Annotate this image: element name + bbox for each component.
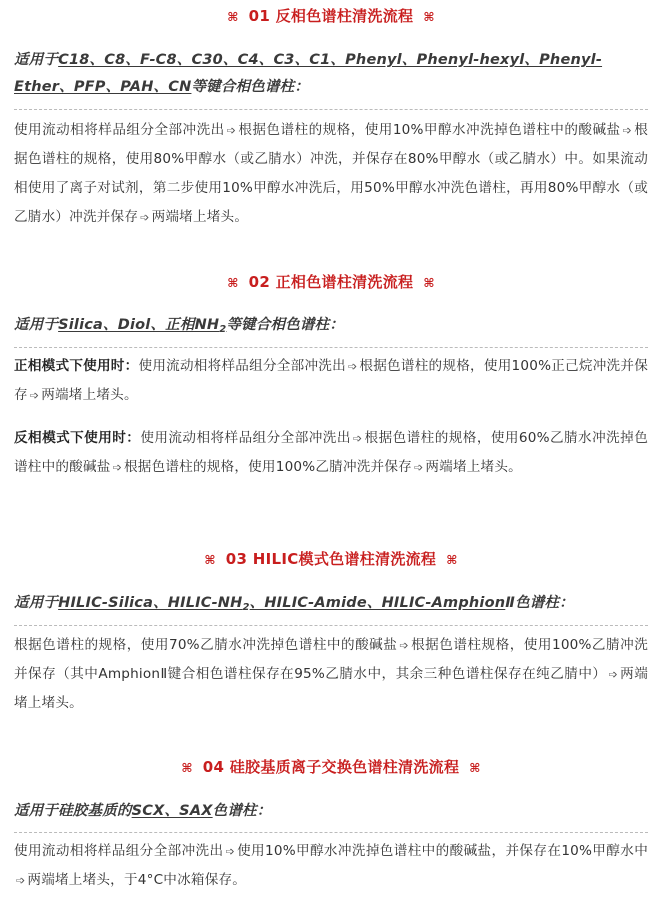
- divider: [14, 109, 648, 110]
- applies-suffix: 色谱柱：: [212, 803, 272, 819]
- section-title: [14, 6, 648, 26]
- applies-items: C18、C8、F-C8、C30、C4、C3、C1、Phenyl、Phenyl-hexyl、Phenyl-Ether、PFP、PAH、CN: [14, 52, 603, 95]
- section-title: [14, 757, 648, 777]
- step-text: 两端堵上堵头，于4°C中冰箱保存。: [27, 872, 247, 888]
- step-text: 两端堵上堵头。: [14, 666, 648, 711]
- applies-prefix: 适用于: [14, 317, 59, 333]
- divider: [14, 625, 648, 626]
- section-03-body: [14, 631, 648, 718]
- arrow-icon: ➩: [413, 461, 424, 474]
- arrow-icon: ➩: [352, 432, 363, 445]
- roman-numeral: Ⅱ: [505, 595, 516, 611]
- section-01: [14, 6, 648, 26]
- command-icon: ⌘: [227, 276, 239, 290]
- section-title: [14, 272, 648, 292]
- command-icon: ⌘: [181, 761, 193, 775]
- section-04: [14, 757, 648, 777]
- subscript: 2: [219, 324, 227, 335]
- applies-prefix: 适用于: [14, 595, 59, 611]
- step-text: 使用流动相将样品组分全部冲洗出: [140, 430, 351, 446]
- applies-items-text: 、HILIC-Amide、HILIC-Amphion: [249, 595, 506, 611]
- applies-prefix: 适用于: [14, 52, 59, 68]
- command-icon: ⌘: [227, 10, 239, 24]
- step-text: 根据色谱柱的规格，使用80%甲醇水（或乙腈水）冲洗，并保存在80%甲醇水（或乙腈水）中。如果流动相使用了离子对试剂，第二步使用10%甲醇水冲洗后，用50%甲醇水冲洗色谱柱，再用80%甲醇水（或乙腈水）冲洗并保存: [14, 122, 648, 225]
- arrow-icon: ➩: [112, 461, 122, 474]
- section-03: [14, 549, 648, 569]
- arrow-icon: ➩: [608, 668, 618, 681]
- step-text: 使用10%甲醇水冲洗掉色谱柱中的酸碱盐，并保存在10%甲醇水中: [236, 843, 648, 859]
- mode-label: 正相模式下使用时：: [14, 358, 139, 374]
- step-text: 根据色谱柱规格，使用100%乙腈冲洗并保存（其中AmphionⅡ键合相色谱柱保存在95%乙腈水中，其余三种色谱柱保存在纯乙腈中）: [14, 637, 648, 682]
- applies-to-02: [14, 312, 648, 339]
- step-text: 根据色谱柱的规格，使用100%正己烷冲洗并保存: [14, 358, 648, 403]
- step-text: 使用流动相将样品组分全部冲洗出: [14, 843, 224, 859]
- arrow-icon: ➩: [140, 211, 150, 224]
- applies-prefix: 适用于硅胶基质的: [14, 803, 132, 819]
- applies-suffix: 等键合相色谱柱：: [226, 317, 345, 333]
- command-icon: ⌘: [204, 553, 216, 567]
- divider: [14, 832, 648, 833]
- step-text: 根据色谱柱的规格，使用70%乙腈水冲洗掉色谱柱中的酸碱盐: [14, 637, 398, 653]
- step-text: 两端堵上堵头。: [425, 459, 522, 475]
- applies-items: SCX、SAX: [131, 803, 213, 819]
- command-icon: ⌘: [423, 276, 435, 290]
- applies-items: [58, 595, 505, 611]
- section-02: [14, 272, 648, 292]
- applies-items-text: Silica、Diol、正相NH: [58, 317, 220, 333]
- command-icon: ⌘: [446, 553, 458, 567]
- command-icon: ⌘: [423, 10, 435, 24]
- step-text: 根据色谱柱的规格，使用100%乙腈冲洗并保存: [123, 459, 412, 475]
- step-text: 使用流动相将样品组分全部冲洗出: [14, 122, 225, 138]
- applies-suffix: 等键合相色谱柱：: [191, 79, 310, 95]
- section-title-text: 04 硅胶基质离子交换色谱柱清洗流程: [202, 758, 460, 776]
- arrow-icon: ➩: [226, 124, 237, 137]
- step-text: 使用流动相将样品组分全部冲洗出: [138, 358, 346, 374]
- applies-to-03: [14, 590, 648, 617]
- arrow-icon: ➩: [399, 639, 409, 652]
- reverse-mode-body: [14, 424, 648, 482]
- mode-label: 反相模式下使用时：: [14, 430, 141, 446]
- applies-suffix: 色谱柱：: [515, 595, 574, 611]
- arrow-icon: ➩: [29, 389, 40, 402]
- section-01-body: [14, 116, 648, 232]
- step-text: 根据色谱柱的规格，使用60%乙腈水冲洗掉色谱柱中的酸碱盐: [14, 430, 648, 475]
- normal-mode-body: [14, 352, 648, 410]
- section-title-text: 03 HILIC模式色谱柱清洗流程: [225, 550, 437, 568]
- step-text: 两端堵上堵头。: [151, 209, 249, 225]
- applies-items: [58, 317, 226, 333]
- arrow-icon: ➩: [347, 360, 358, 373]
- divider: [14, 347, 648, 348]
- step-text: 两端堵上堵头。: [41, 387, 138, 403]
- command-icon: ⌘: [469, 761, 481, 775]
- applies-items-text: HILIC-Silica、HILIC-NH: [58, 595, 243, 611]
- section-title: [14, 549, 648, 569]
- section-04-body: [14, 837, 648, 895]
- arrow-icon: ➩: [225, 845, 235, 858]
- arrow-icon: ➩: [16, 874, 26, 887]
- subscript: 2: [242, 602, 250, 613]
- applies-to-04: [14, 798, 648, 825]
- section-title-text: 02 正相色谱柱清洗流程: [248, 273, 414, 291]
- arrow-icon: ➩: [622, 124, 632, 137]
- step-text: 根据色谱柱的规格，使用10%甲醇水冲洗掉色谱柱中的酸碱盐: [238, 122, 621, 138]
- section-title-text: 01 反相色谱柱清洗流程: [248, 7, 414, 25]
- applies-to-01: [14, 47, 648, 101]
